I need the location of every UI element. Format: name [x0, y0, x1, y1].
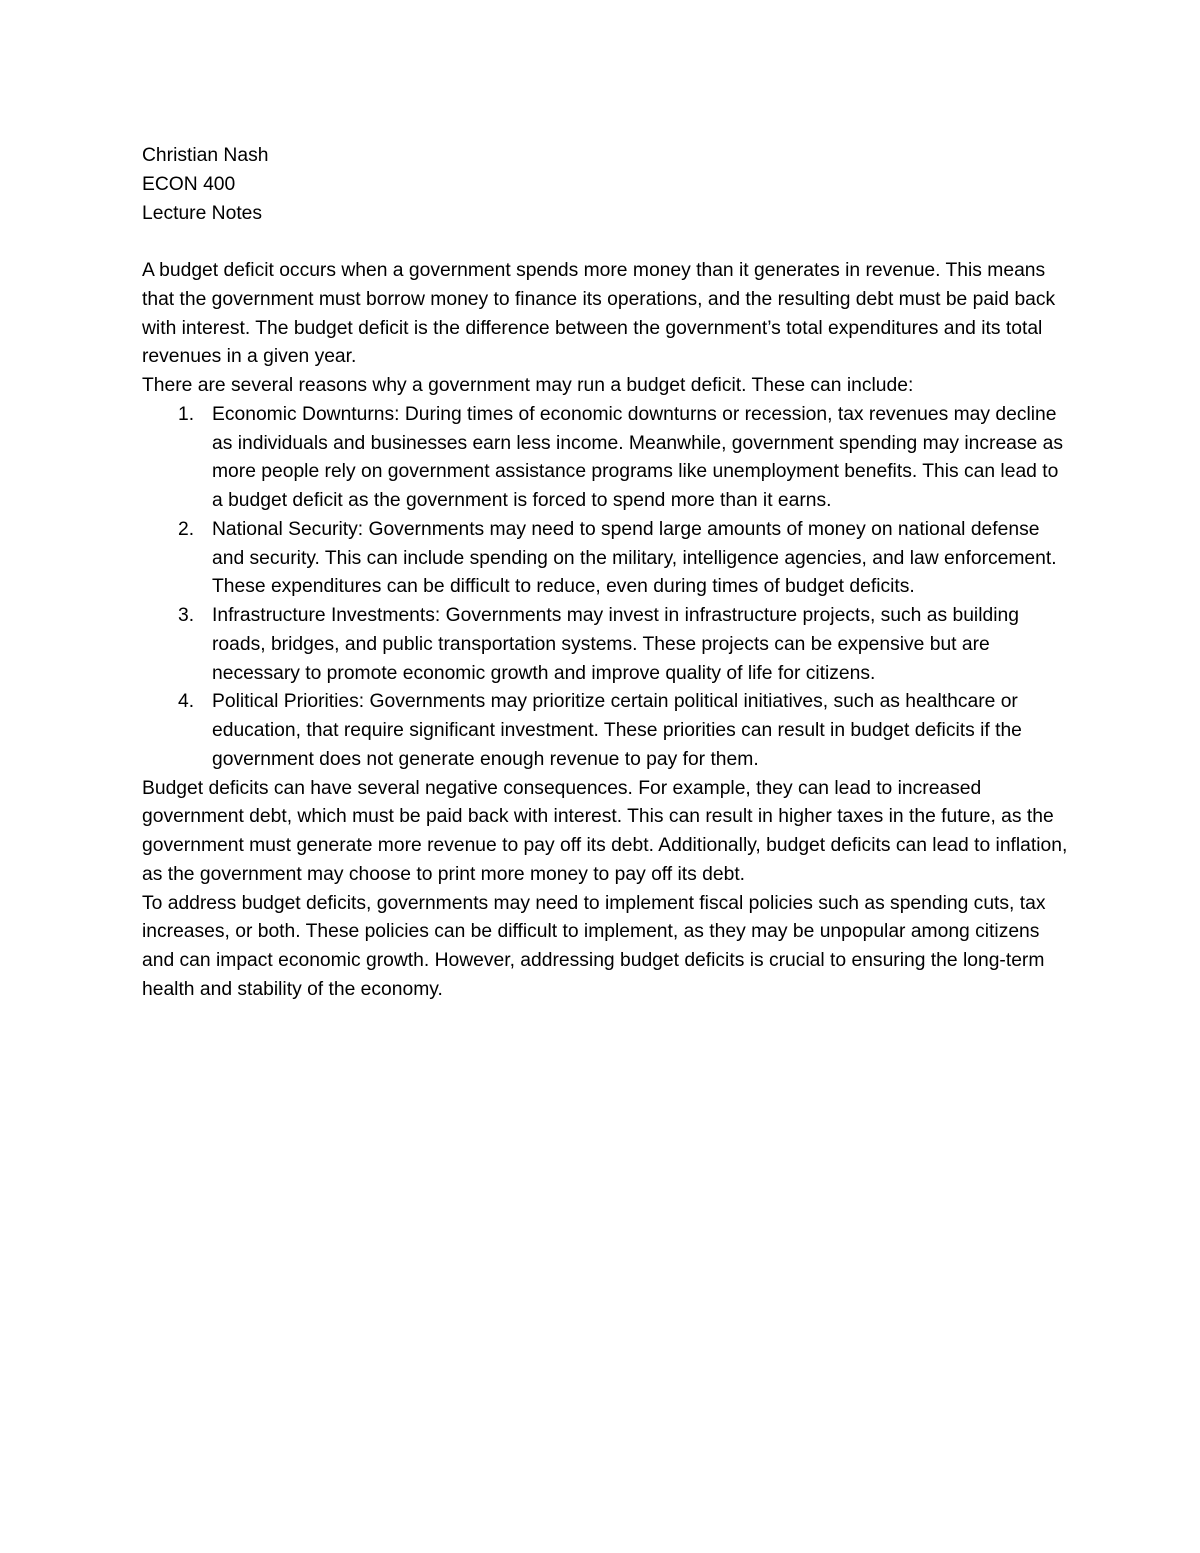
list-item [178, 602, 1072, 688]
author-name: Christian Nash [142, 145, 269, 166]
document-title: Lecture Notes [142, 202, 263, 224]
list-item-text: Economic Downturns: During times of economic downturns or recession, tax revenues may decline as individuals and businesses earn less income. Meanwhile, government spending may increase as more people rely on government assistance programs like unemployment benefits. This can lead to a budget deficit as the government is forced to spend more than it earns. [212, 403, 1063, 511]
intro-paragraph: A budget deficit occurs when a government spends more money than it generates in revenue. This means that the government must borrow money to finance its operations, and the resulting debt must be paid back with interest. The budget deficit is the difference between the government’s total expenditures and its total revenues in a given year. [142, 260, 1056, 368]
list-item-number: 2. [178, 518, 195, 540]
list-item-number: 3. [178, 605, 195, 626]
list-item-text: Political Priorities: Governments may prioritize certain political initiatives, such as healthcare or education, that require significant investment. These priorities can result in budget deficits if the government does not generate enough revenue to pay for them. [212, 691, 1022, 770]
reasons-intro-paragraph: There are several reasons why a government may run a budget deficit. These can include: [142, 375, 914, 396]
list-item-number: 1. [178, 403, 195, 425]
list-item-number: 4. [178, 691, 195, 713]
list-item-text: National Security: Governments may need to spend large amounts of money on national defense and security. This can include spending on the military, intelligence agencies, and law enforcement. These expenditures can be difficult to reduce, even during times of budget deficits. [212, 518, 1057, 598]
course-code: ECON 400 [142, 173, 236, 195]
list-item [178, 401, 1072, 516]
consequences-paragraph: Budget deficits can have several negative consequences. For example, they can lead to increased government debt, which must be paid back with interest. This can result in higher taxes in the future, as the government must generate more revenue to pay off its debt. Additionally, budget deficits can lead to inflation, as the government may choose to print more money to pay off its debt. [142, 777, 1068, 885]
list-item-text: Infrastructure Investments: Governments may invest in infrastructure projects, such as building roads, bridges, and public transportation systems. These projects can be expensive but are necessary to promote economic growth and improve quality of life for citizens. [212, 605, 1019, 684]
document-body [142, 142, 1072, 1005]
list-item [178, 516, 1072, 602]
blank-line [142, 228, 1072, 257]
conclusion-paragraph: To address budget deficits, governments may need to implement fiscal policies such as spending cuts, tax increases, or both. These policies can be difficult to implement, as they may be unpopular among citizens and can impact economic growth. However, addressing budget deficits is crucial to ensuring the long-term health and stability of the economy. [142, 892, 1046, 1000]
list-item [178, 688, 1072, 774]
reasons-list [142, 401, 1072, 775]
